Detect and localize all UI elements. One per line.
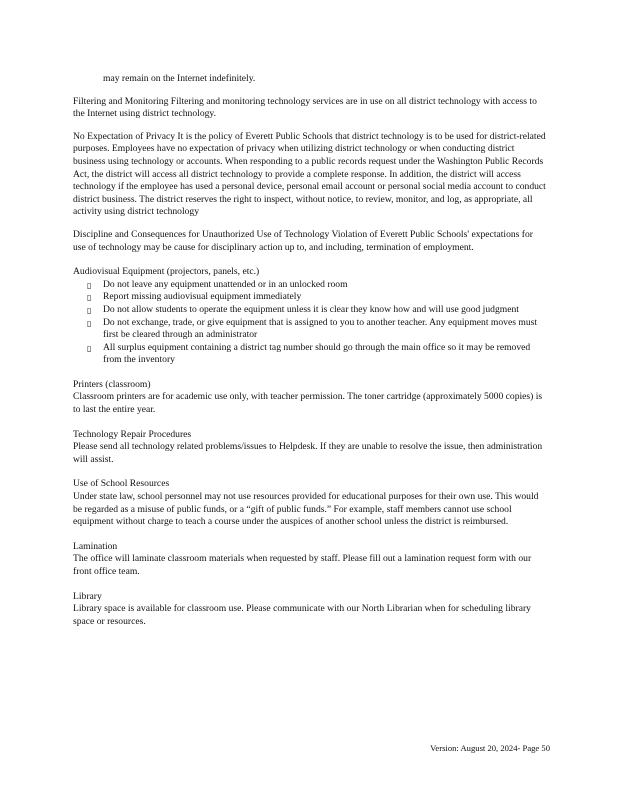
repair-section — [73, 429, 548, 467]
repair-section-body: Please send all technology related problems/issues to Helpdesk. If they are unable to resolve the issue, then administration will assist. — [73, 441, 543, 465]
list-item: ▯ Do not exchange, trade, or give equipment that is assigned to you to another teacher. Any equipment moves must first be cleared through an administrator — [87, 316, 538, 341]
bullet-icon: ▯ — [87, 318, 92, 328]
page-content — [73, 73, 548, 628]
intro-continuation: may remain on the Internet indefinitely. — [103, 73, 256, 84]
resources-section-title: Use of School Resources — [73, 478, 170, 490]
library-section-body: Library space is available for classroom use. Please communicate with our North Librarian when for scheduling library space or resources. — [73, 603, 531, 627]
repair-section-title: Technology Repair Procedures — [73, 428, 192, 440]
privacy-paragraph: No Expectation of Privacy It is the policy of Everett Public Schools that district technology is to be used for district-related purposes. Employees have no expectation of privacy when utilizing district technology or when conducting district business using technology or accounts. When responding to a public records request under the Washington Public Records Act, the district will access all district technology to provide a complete response. In addition, the district will access technology if the employee has used a personal device, personal email account or personal social media account to conduct district business. The district reserves the right to inspect, without notice, to review, monitor, and log, as appropriate, all activity using district technology — [73, 130, 546, 218]
lamination-section-body: The office will laminate classroom materials when requested by staff. Please fill out a lamination request form with our front office team. — [73, 553, 532, 577]
av-section-title: Audiovisual Equipment (projectors, panels, etc.) — [73, 266, 260, 278]
resources-section-body: Under state law, school personnel may not use resources provided for educational purposes for their own use. This would be regarded as a misuse of public funds, or a “gift of public funds.” For example, staff members cannot use school equipment without charge to teach a course under the auspices of another school unless the district is reimbursed. — [73, 491, 539, 528]
list-item: ▯ Do not leave any equipment unattended or in an unlocked room — [87, 278, 348, 290]
bullet-icon: ▯ — [87, 305, 92, 315]
filtering-paragraph: Filtering and Monitoring Filtering and monitoring technology services are in use on all district technology with access to the Internet using district technology. — [73, 95, 537, 120]
discipline-paragraph: Discipline and Consequences for Unauthorized Use of Technology Violation of Everett Public Schools' expectations for use of technology may be cause for disciplinary action up to, and including, termination of employment. — [73, 228, 533, 253]
lamination-section — [73, 541, 548, 579]
list-item: ▯ Do not allow students to operate the equipment unless it is clear they know how and will use good judgment — [87, 303, 519, 315]
bullet-icon: ▯ — [87, 293, 92, 303]
bullet-icon: ▯ — [87, 343, 92, 353]
library-section — [73, 591, 548, 629]
printers-section — [73, 379, 548, 417]
av-bullet-list — [73, 279, 548, 367]
list-item: ▯ All surplus equipment containing a district tag number should go through the main office so it may be removed from the inventory — [87, 341, 531, 366]
resources-section — [73, 478, 548, 528]
bullet-icon: ▯ — [87, 280, 92, 290]
lamination-section-title: Lamination — [73, 540, 118, 552]
library-section-title: Library — [73, 590, 102, 602]
printers-section-body: Classroom printers are for academic use only, with teacher permission. The toner cartridge (approximately 5000 copies) is to last the entire year. — [73, 391, 543, 416]
page-footer: Version: August 20, 2024- Page 50 — [430, 743, 550, 753]
printers-section-title: Printers (classroom) — [73, 378, 151, 390]
list-item: ▯ Report missing audiovisual equipment immediately — [87, 291, 302, 303]
av-section — [73, 266, 548, 367]
